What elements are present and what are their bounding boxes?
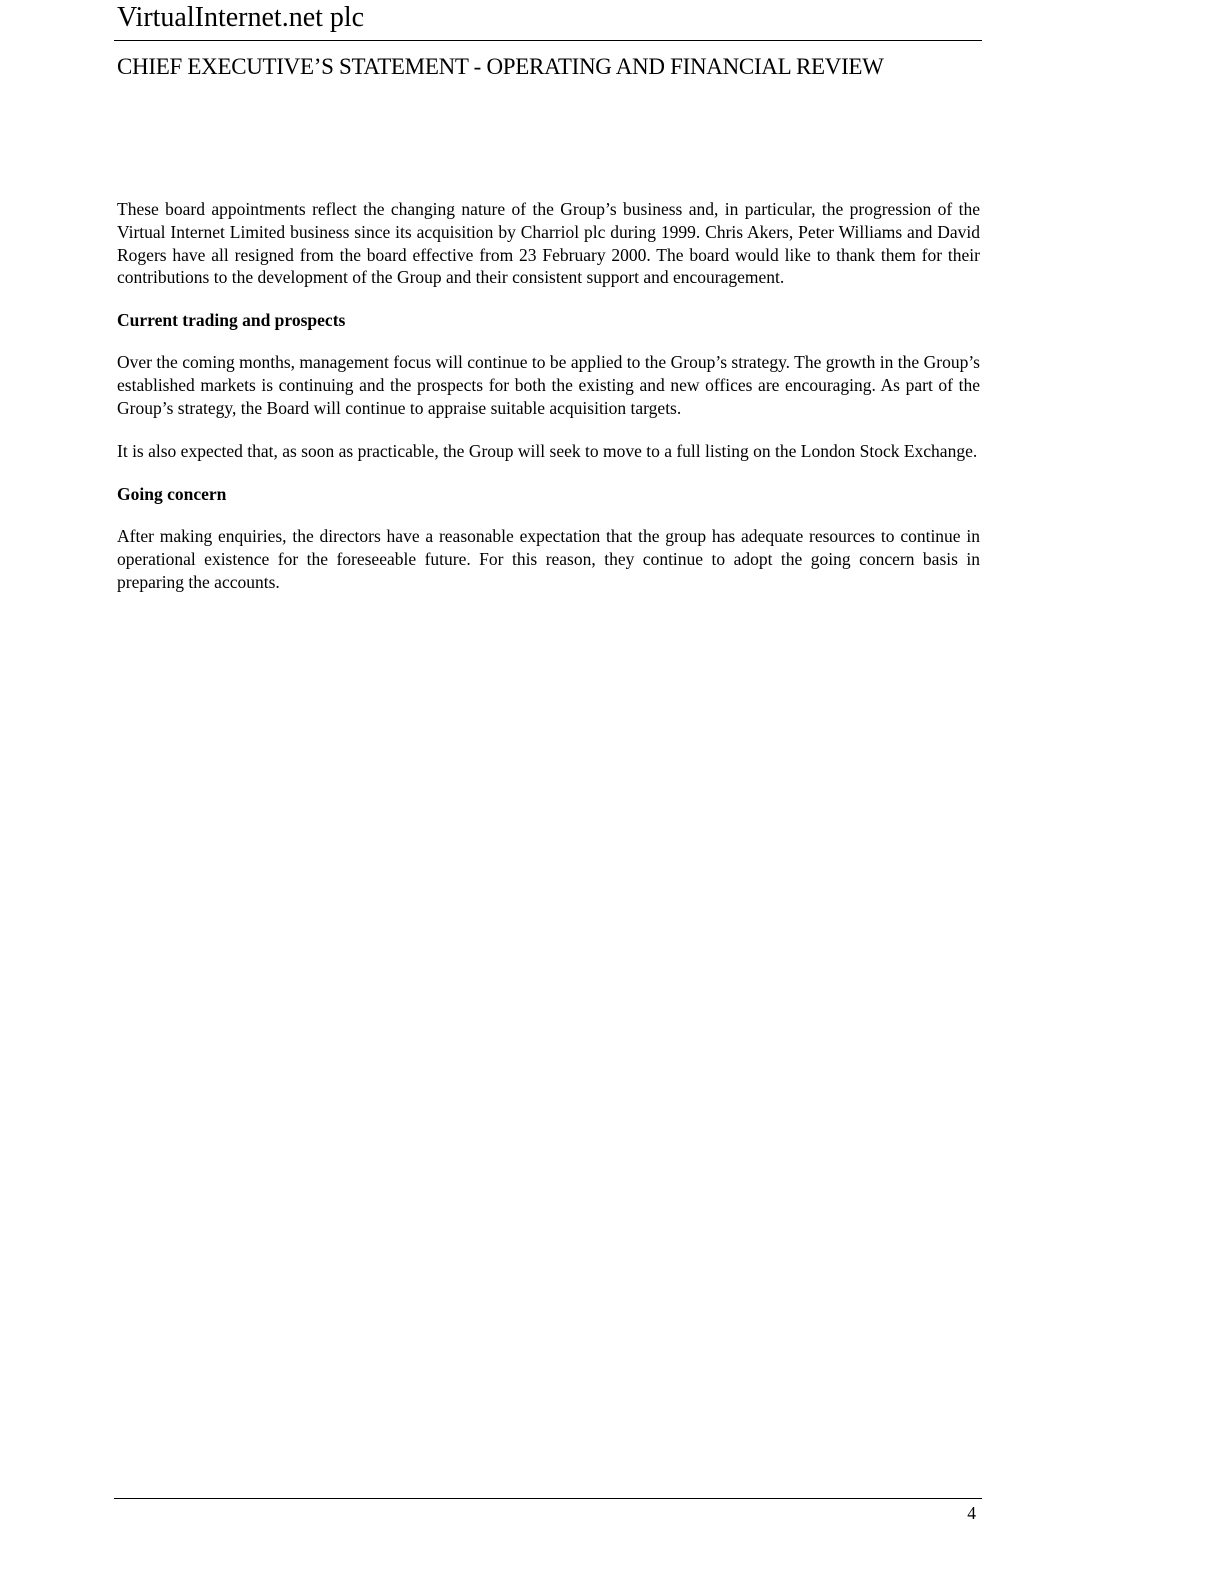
heading-going-concern: Going concern xyxy=(117,483,227,504)
paragraph-going-concern: After making enquiries, the directors have a reasonable expectation that the group has adequate resources to continue in operational existence for the foreseeable future. For this reason, they continue to adopt the going concern basis in preparing the accounts. xyxy=(117,525,980,592)
document-body xyxy=(117,198,980,613)
footer-divider xyxy=(114,1498,982,1499)
page-title: CHIEF EXECUTIVE’S STATEMENT - OPERATING AND FINANCIAL REVIEW xyxy=(117,54,884,79)
paragraph-full-listing: It is also expected that, as soon as practicable, the Group will seek to move to a full listing on the London Stock Exchange. xyxy=(117,440,978,461)
paragraph-strategy: Over the coming months, management focus will continue to be applied to the Group’s strategy. The growth in the Group’s established markets is continuing and the prospects for both the existing and new offices are encouraging. As part of the Group’s strategy, the Board will continue to appraise suitable acquisition targets. xyxy=(117,352,980,419)
heading-current-trading: Current trading and prospects xyxy=(117,310,346,331)
paragraph-board-appointments: These board appointments reflect the changing nature of the Group’s business and, in particular, the progression of the Virtual Internet Limited business since its acquisition by Charriol plc during 1999. Chris Akers, Peter Williams and David Rogers have all resigned from the board effective from 23 February 2000. The board would like to thank them for their contributions to the development of the Group and their consistent support and encouragement. xyxy=(117,199,980,288)
company-name: VirtualInternet.net plc xyxy=(117,2,365,33)
page-number: 4 xyxy=(967,1503,976,1523)
header-divider xyxy=(114,40,982,41)
